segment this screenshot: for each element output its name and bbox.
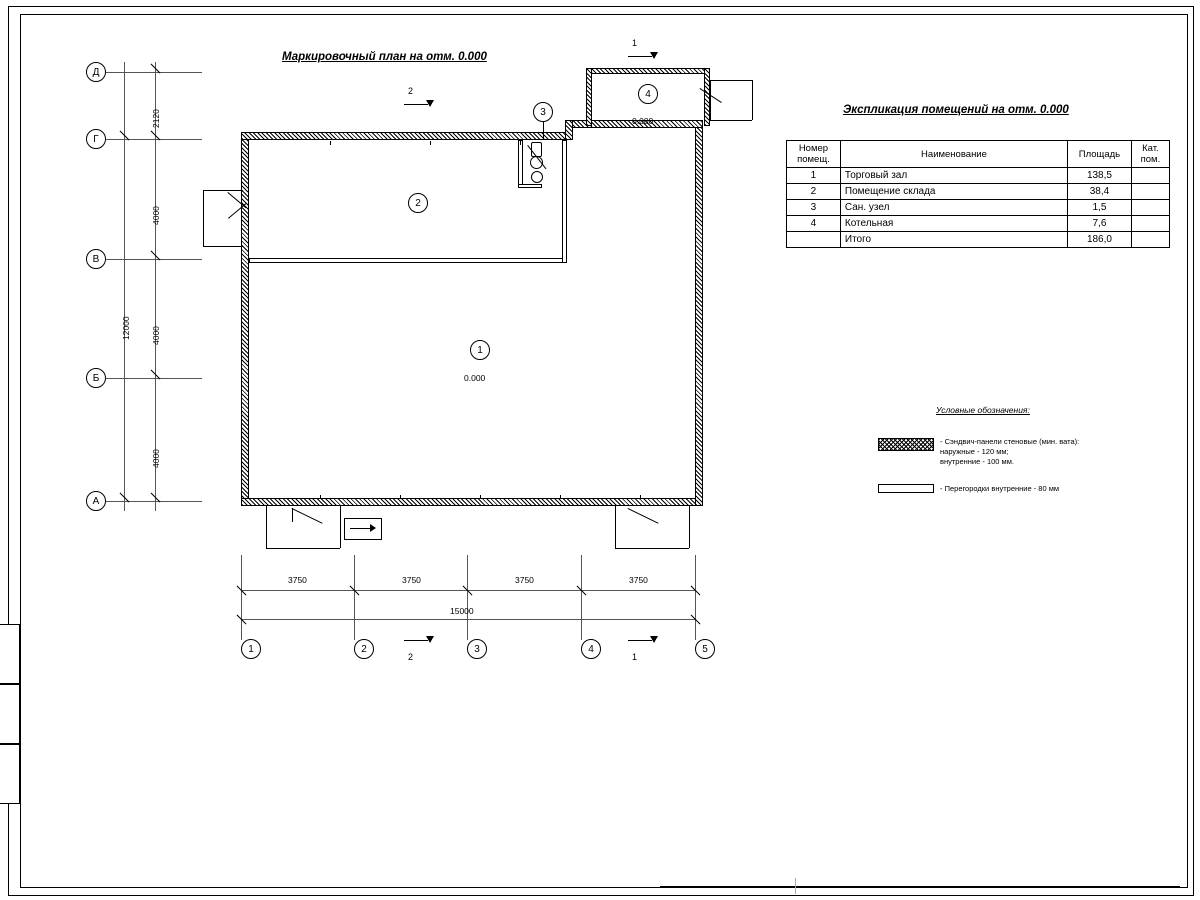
cell-area: 186,0 [1068,232,1132,248]
cell-category [1131,216,1169,232]
legend-line-2: наружные - 120 мм; [940,447,1009,457]
dim-chain-outer-vertical [124,62,125,511]
room-bubble-1: 1 [470,340,490,360]
axis-line-g [106,139,202,140]
grid-line-3 [467,555,468,640]
table-title: Экспликация помещений на отм. 0.000 [843,104,1069,116]
room-elevation-4: 0.000 [632,116,654,126]
cell-name: Котельная [840,216,1067,232]
section-mark-2-bottom-line [404,640,428,641]
section-mark-2-top-label: 2 [408,86,414,96]
cell-name: Сан. узел [840,200,1067,216]
cell-area: 7,6 [1068,216,1132,232]
section-mark-1-bottom-line [628,640,652,641]
dim-vertical-4000-3: 4000 [151,449,161,468]
title-block-tick [795,878,796,894]
entrance-left-bottom [266,548,340,549]
panel-joint-tick [430,141,431,145]
cell-category [1131,200,1169,216]
dim-horizontal-4: 3750 [629,575,648,585]
exit-arrow-shaft [350,528,372,529]
section-mark-2-top-line [404,104,428,105]
axis-bubble-g: Г [86,129,106,149]
wall-boiler-top [586,68,710,74]
dim-horizontal-2: 3750 [402,575,421,585]
wc-toilet-icon [530,156,543,169]
cell-number: 1 [787,168,841,184]
wall-jog-vertical [565,120,573,140]
axis-bubble-3: 3 [467,639,487,659]
entrance-left-edge [266,506,267,548]
dim-horizontal-3: 3750 [515,575,534,585]
axis-bubble-1: 1 [241,639,261,659]
table-row [787,216,1170,232]
panel-joint-tick [560,495,561,499]
partition-storage-right [562,140,567,263]
dim-vertical-4000-1: 4000 [151,206,161,225]
entrance-right-edge [615,506,616,548]
boiler-door-edge [710,80,711,120]
header-category-line2: пом. [1140,154,1161,165]
entrance-left-jamb [292,508,293,522]
cell-category [1131,184,1169,200]
partition-storage-bottom [249,258,567,263]
partition-wc-left [518,140,523,188]
header-number [787,141,841,168]
grid-line-2 [354,555,355,640]
axis-bubble-2: 2 [354,639,374,659]
axis-bubble-b: Б [86,368,106,388]
legend-item-partition [940,484,1059,494]
section-mark-1-top-line [628,56,652,57]
cell-name: Итого [840,232,1067,248]
legend-swatch-sandwich-panel [878,438,934,451]
header-number-line1: Номер [798,143,829,154]
room-bubble-2: 2 [408,193,428,213]
plan-title: Маркировочный план на отм. 0.000 [282,51,487,63]
stamp-box-3 [0,744,20,804]
legend-line-3: внутренние - 100 мм. [940,457,1014,467]
door-vestibule-left-top [203,190,243,191]
wc-sink-icon [531,171,543,183]
entrance-right-bottom [615,548,689,549]
wall-exterior-bottom [241,498,703,506]
entrance-right-right-edge [689,506,690,548]
axis-bubble-4: 4 [581,639,601,659]
cell-name: Торговый зал [840,168,1067,184]
section-mark-2-top-arrow [426,100,434,107]
grid-line-4 [581,555,582,640]
axis-line-d [106,72,202,73]
panel-joint-tick [400,495,401,499]
header-number-line2: помещ. [797,154,830,165]
table-header-row [787,141,1170,168]
door-vestibule-left-bottom [203,246,243,247]
stamp-box-1 [0,624,20,684]
cell-category [1131,232,1169,248]
section-mark-1-bottom-label: 1 [632,652,638,662]
axis-line-a [106,501,202,502]
partition-wc-bottom [518,184,542,188]
cell-area: 1,5 [1068,200,1132,216]
dim-vertical-total: 12000 [121,316,131,340]
header-category [1131,141,1169,168]
axis-line-v [106,259,202,260]
cell-area: 38,4 [1068,184,1132,200]
dim-chain-horizontal-total [241,619,696,620]
axis-line-b [106,378,202,379]
axis-bubble-v: В [86,249,106,269]
panel-joint-tick [520,141,521,145]
dim-horizontal-1: 3750 [288,575,307,585]
section-mark-1-bottom-arrow [650,636,658,643]
dim-vertical-2120: 2120 [151,109,161,128]
room-bubble-3: 3 [533,102,553,122]
table-row [787,184,1170,200]
table-row-total [787,232,1170,248]
explication-table [786,140,1170,248]
axis-bubble-a: А [86,491,106,511]
legend-line-1: - Сэндвич-панели стеновые (мин. вата): [940,437,1080,446]
section-mark-2-bottom-label: 2 [408,652,414,662]
title-block-line [660,886,1180,887]
wall-boiler-left [586,68,592,126]
legend-swatch-partition [878,484,934,493]
stamp-box-2 [0,684,20,744]
cell-number: 2 [787,184,841,200]
wall-exterior-top-left [241,132,573,140]
panel-joint-tick [640,495,641,499]
table-row [787,168,1170,184]
door-vestibule-left-edge [203,190,204,246]
header-name: Наименование [840,141,1067,168]
boiler-door-right [752,80,753,120]
legend-line-1: - Перегородки внутренние - 80 мм [940,484,1060,493]
header-category-line1: Кат. [1142,143,1159,154]
boiler-door-top [710,80,752,81]
panel-joint-tick [320,495,321,499]
cell-area: 138,5 [1068,168,1132,184]
cell-number [787,232,841,248]
wall-exterior-right [695,120,703,506]
grid-line-5 [695,555,696,640]
dim-chain-inner-vertical [155,62,156,511]
room-3-leader [543,122,544,140]
header-area: Площадь [1068,141,1132,168]
panel-joint-tick [330,141,331,145]
wall-exterior-left [241,132,249,506]
cell-number: 3 [787,200,841,216]
legend-title: Условные обозначения: [936,405,1030,415]
cell-name: Помещение склада [840,184,1067,200]
axis-bubble-d: Д [86,62,106,82]
section-mark-2-bottom-arrow [426,636,434,643]
exit-arrow-head [370,524,376,532]
table-row [787,200,1170,216]
section-mark-1-top-label: 1 [632,38,638,48]
cell-category [1131,168,1169,184]
panel-joint-tick [480,495,481,499]
axis-bubble-5: 5 [695,639,715,659]
boiler-door-bottom [710,120,752,121]
grid-line-1 [241,555,242,640]
room-bubble-4: 4 [638,84,658,104]
legend-item-sandwich-panel [940,437,1079,467]
entrance-left-right-edge [340,506,341,548]
room-elevation-1: 0.000 [464,373,486,383]
exit-sign-box [344,518,382,540]
section-mark-1-top-arrow [650,52,658,59]
wc-cistern-icon [531,142,542,157]
cell-number: 4 [787,216,841,232]
dim-horizontal-total: 15000 [450,606,474,616]
dim-vertical-4000-2: 4000 [151,326,161,345]
